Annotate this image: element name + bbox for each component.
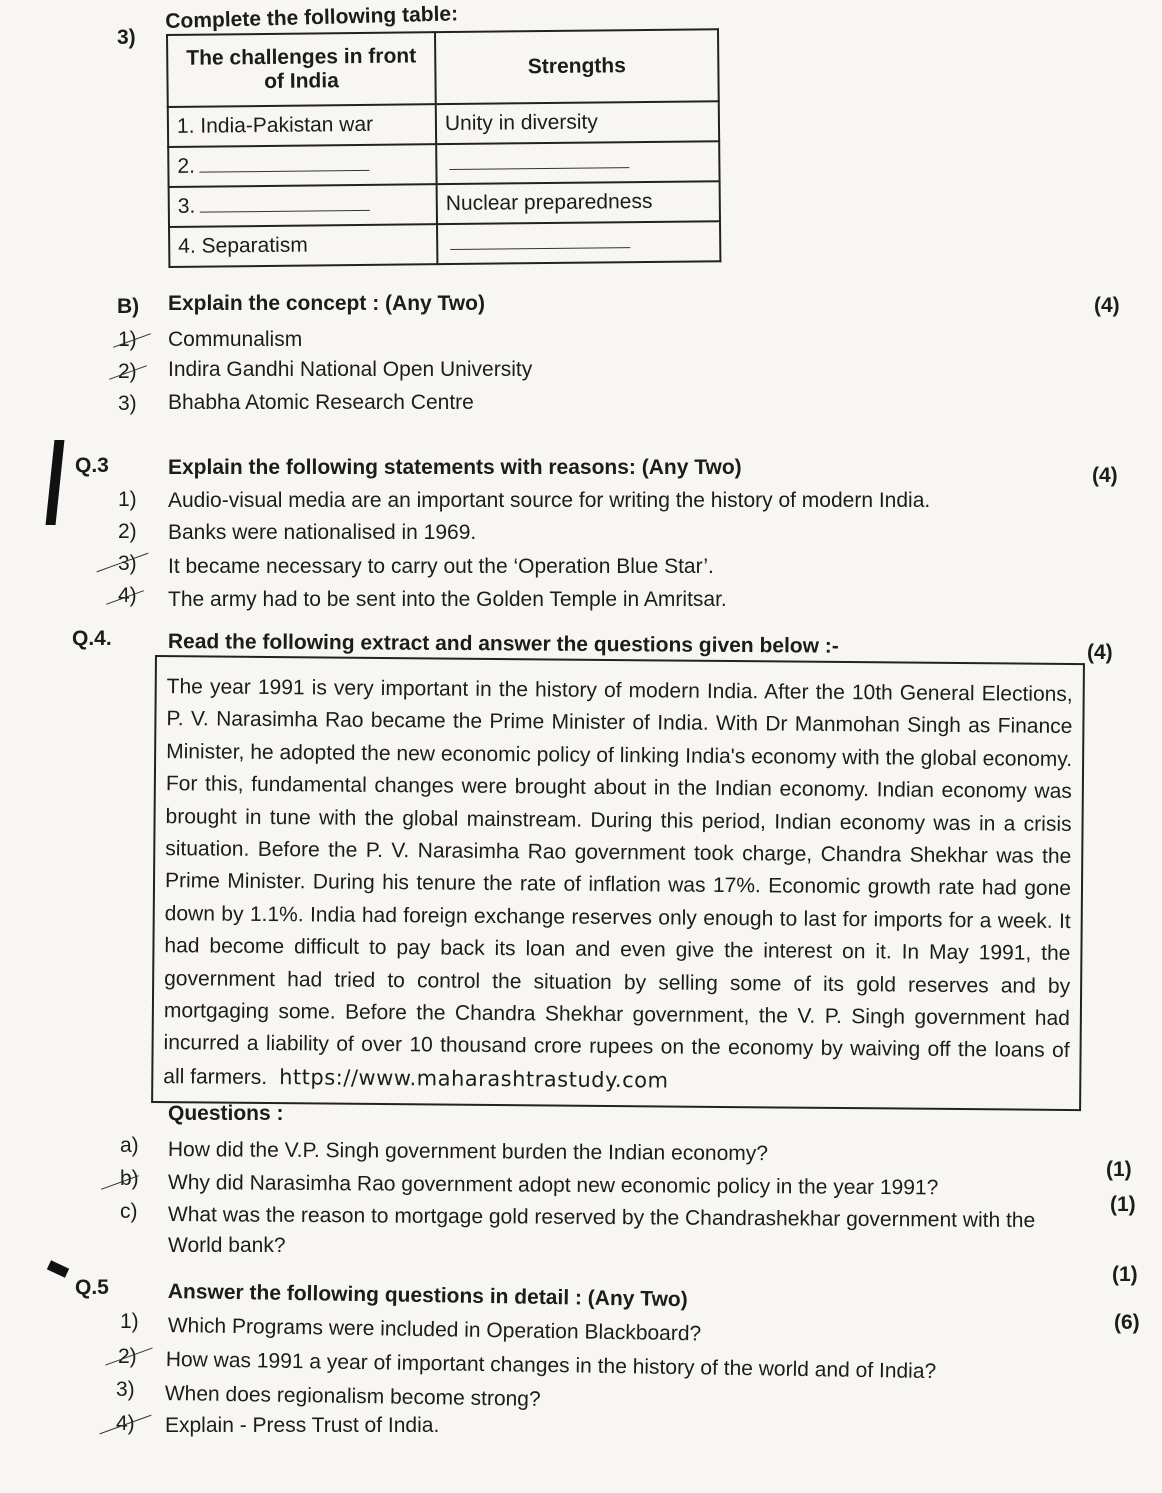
list-item: How did the V.P. Singh government burden the Indian economy?	[167, 1138, 769, 1166]
section-label: Q.5	[75, 1276, 109, 1299]
margin-mark	[46, 440, 65, 525]
table-row	[169, 181, 720, 227]
question-number: 3)	[117, 26, 136, 49]
list-item: When does regionalism become strong?	[164, 1382, 541, 1411]
marks-badge: (1)	[1112, 1263, 1138, 1286]
section-label: B)	[117, 295, 140, 318]
list-item: Which Programs were included in Operation Blackboard?	[167, 1314, 702, 1346]
table-cell	[436, 141, 719, 184]
header-strengths: Strengths	[435, 29, 719, 104]
fill-blank	[199, 156, 369, 173]
extract-box	[151, 655, 1085, 1111]
section-title: Read the following extract and answer the questions given below :-	[167, 630, 839, 658]
item-number: 4)	[118, 584, 137, 607]
fill-blank	[449, 153, 629, 170]
item-number: a)	[120, 1134, 139, 1157]
list-item: Banks were nationalised in 1969.	[168, 521, 477, 544]
table-cell: Unity in diversity	[436, 101, 719, 144]
marks-badge: (1)	[1106, 1158, 1132, 1181]
marks-badge: (4)	[1092, 464, 1118, 487]
item-number: b)	[120, 1167, 139, 1190]
section-label: Q.3	[75, 454, 109, 477]
list-item: Bhabha Atomic Research Centre	[168, 391, 474, 414]
challenges-table	[166, 28, 721, 268]
questions-label: Questions :	[168, 1102, 284, 1125]
list-item: It became necessary to carry out the ‘Operation Blue Star’.	[168, 555, 714, 578]
item-number: c)	[120, 1200, 138, 1223]
list-item: Indira Gandhi National Open University	[168, 358, 533, 381]
item-number: 1)	[120, 1310, 139, 1333]
item-number: 2)	[118, 1345, 137, 1368]
table-row	[168, 141, 719, 187]
list-item: Why did Narasimha Rao government adopt new economic policy in the year 1991?	[167, 1171, 939, 1200]
section-title: Answer the following questions in detail : (Any Two)	[167, 1280, 688, 1312]
table-cell: 1. India-Pakistan war	[168, 104, 436, 147]
section-title: Explain the concept : (Any Two)	[168, 292, 485, 315]
list-item: Communalism	[168, 328, 303, 351]
table-cell	[169, 184, 437, 227]
list-item: What was the reason to mortgage gold reserved by the Chandrashekhar government with the	[167, 1203, 1036, 1233]
table-header-row	[167, 29, 719, 107]
table-cell: Nuclear preparedness	[437, 181, 720, 224]
marks-badge: (4)	[1087, 641, 1113, 664]
section-label: Q.4.	[72, 627, 112, 650]
item-number: 2)	[118, 360, 137, 383]
table-cell: 4. Separatism	[169, 224, 437, 267]
item-number: 3)	[118, 552, 137, 575]
table-cell	[168, 144, 436, 187]
list-item: Audio-visual media are an important source for writing the history of modern India.	[168, 489, 931, 512]
marks-badge: (4)	[1094, 294, 1120, 317]
item-number: 2)	[118, 520, 137, 543]
marks-badge: (1)	[1110, 1193, 1136, 1216]
item-number: 1)	[118, 488, 137, 511]
item-number: 3)	[118, 392, 137, 415]
row-label: 3.	[177, 194, 196, 218]
table-row	[168, 101, 719, 147]
fill-blank	[199, 196, 369, 213]
extract-body: The year 1991 is very important in the history of modern India. After the 10th General Elections, P. V. Narasimha Rao became the Prime Minister of India. With Dr Manmohan Singh as Finance Minister, he adopted the new economic policy of linking India's economy with the global economy. For this, fundamental changes were brought about in the Indian economy. Indian economy was brought in tune with the global mainstream. During this period, Indian economy was in a crisis situation. Before the P. V. Narasimha Rao government took charge, Chandra Shekhar was the Prime Minister. During his tenure the rate of inflation was 17%. Economic growth rate had gone down by 1.1%. India had foreign exchange reserves only enough to last for imports for a week. It had become difficult to pay back its loan and even give the interest on it. In May 1991, the government had tried to control the situation by selling some of its gold reserves and by mortgaging some. Before the Chandra Shekhar government, the V. P. Singh government had incurred a liability of over 10 thousand crore rupees on the economy by waiving off the loans of all farmers.	[163, 675, 1073, 1089]
section-title: Explain the following statements with reasons: (Any Two)	[168, 456, 742, 479]
extract-text	[163, 671, 1073, 1101]
table-instruction: Complete the following table:	[165, 2, 459, 33]
marks-badge: (6)	[1114, 1311, 1140, 1334]
item-number: 1)	[118, 328, 137, 351]
list-item: The army had to be sent into the Golden Temple in Amritsar.	[168, 588, 727, 611]
row-label: 2.	[177, 154, 196, 178]
source-link: https://www.maharashtrastudy.com	[279, 1064, 669, 1093]
header-challenges: The challenges in front of India	[167, 32, 436, 107]
list-item: Explain - Press Trust of India.	[165, 1414, 440, 1437]
list-item: How was 1991 a year of important changes in the history of the world and of India?	[165, 1348, 937, 1384]
fill-blank	[450, 233, 630, 250]
margin-mark	[47, 1260, 69, 1278]
list-item-continued: World bank?	[168, 1234, 286, 1257]
table-row	[169, 221, 720, 267]
table-cell	[437, 221, 720, 264]
item-number: 4)	[116, 1412, 135, 1435]
item-number: 3)	[116, 1378, 135, 1401]
